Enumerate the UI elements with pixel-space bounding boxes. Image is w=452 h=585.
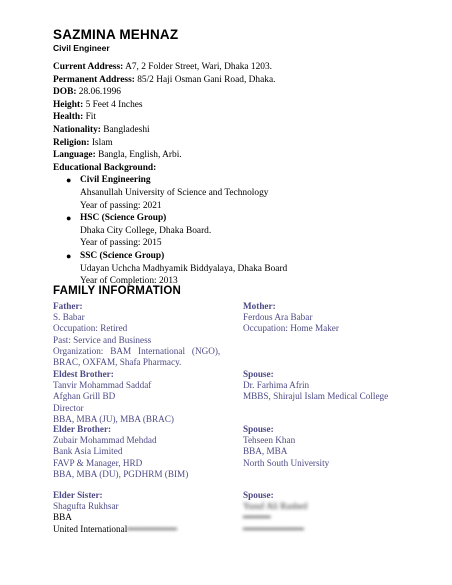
elder-sister-name: Shagufta Rukhsar [53,501,119,512]
religion-row [53,137,433,150]
father-label: Father: [53,301,83,311]
elder-brother-education: BBA, MBA (DU), PGDHRM (BIM) [53,468,189,479]
candidate-role: Civil Engineer [53,43,110,53]
spouse-block [243,424,443,469]
spouse-name: Tehseen Khan [243,435,296,446]
dob-value: 28.06.1996 [78,87,121,98]
mother-name: Ferdous Ara Babar [243,312,313,323]
redacted-text: ━━━━━━━━━ [127,523,178,534]
elder-brother-company: Bank Asia Limited [53,446,123,457]
education-institution: Dhaka City College, Dhaka Board. [80,225,212,236]
bullet-icon: ● [66,175,72,186]
family-heading: FAMILY INFORMATION [53,285,181,297]
permanent-address-row [53,74,433,87]
language-row [53,149,433,162]
current-address-value: A7, 2 Folder Street, Wari, Dhaka 1203. [125,62,273,72]
mother-occupation: Occupation: Home Maker [243,323,339,334]
education-year: Year of passing: 2015 [80,238,162,249]
spouse-block [243,369,443,403]
spouse-block [243,490,443,535]
mother-label: Mother: [243,301,276,311]
current-address-label: Current Address: [53,62,124,72]
eldest-brother-position: Director [53,402,84,413]
education-title: Civil Engineering [80,175,151,186]
education-item [53,250,433,288]
elder-sister-university-row [53,524,231,535]
spouse-name: Dr. Farhima Afrin [243,380,310,391]
elder-brother-position: FAVP & Manager, HRD [53,457,143,468]
father-block [53,301,231,368]
permanent-address-label: Permanent Address: [53,74,135,85]
eldest-brother-name: Tanvir Mohammad Saddaf [53,380,152,391]
nationality-label: Nationality: [53,124,101,135]
education-institution: Ahsanullah University of Science and Technology [80,187,269,198]
eldest-brother-label: Eldest Brother: [53,369,114,379]
education-year: Year of Completion: 2013 [80,276,178,287]
language-value: Bangla, English, Arbi. [98,150,182,161]
spouse-label: Spouse: [243,490,274,500]
eldest-brother-education: BBA, MBA (JU), MBA (BRAC) [53,413,174,424]
education-item [53,174,433,212]
redacted-text: ━━━━━ [243,512,271,523]
permanent-address-value: 85/2 Haji Osman Gani Road, Dhaka. [137,74,276,85]
redacted-text: ━━━━━━━━━━━ [243,523,304,534]
elder-sister-education: BBA [53,512,72,523]
height-row [53,99,433,112]
mother-block [243,301,443,335]
elder-brother-name: Zubair Mohammad Mehdad [53,435,157,446]
education-institution: Udayan Uchcha Madhyamik Biddyalaya, Dhaka Board [80,263,288,274]
candidate-name: SAZMINA MEHNAZ [53,27,179,42]
education-heading-label: Educational Background: [53,162,157,173]
height-value: 5 Feet 4 Inches [85,99,143,110]
eldest-brother-block [53,369,231,425]
elder-brother-label: Elder Brother: [53,424,112,434]
education-year: Year of passing: 2021 [80,200,162,211]
dob-row [53,86,433,99]
elder-sister-label: Elder Sister: [53,490,103,500]
current-address-row [53,61,433,74]
father-past: Past: Service and Business [53,334,152,345]
bullet-icon: ● [66,213,72,224]
religion-value: Islam [91,137,113,148]
spouse-education: MBBS, Shirajul Islam Medical College [243,391,389,402]
elder-sister-block [53,490,231,535]
language-label: Language: [53,150,96,161]
education-title: SSC (Science Group) [80,250,165,261]
spouse-label: Spouse: [243,424,274,434]
father-organization-cont: BRAC, OXFAM, Shafa Pharmacy. [53,357,182,368]
education-title: HSC (Science Group) [80,213,167,224]
personal-info [53,61,433,288]
education-heading [53,162,433,175]
nationality-row [53,124,433,137]
spouse-label: Spouse: [243,369,274,379]
elder-sister-university: United International [53,523,128,534]
father-name: S. Babar [53,312,85,323]
education-list [53,174,433,287]
religion-label: Religion: [53,137,90,148]
father-organization: Organization: BAM International (NGO), [53,345,221,356]
nationality-value: Bangladeshi [103,124,150,135]
education-item [53,212,433,250]
spouse-name: Yusuf Ali Rashed [243,501,308,512]
father-occupation: Occupation: Retired [53,323,128,334]
spouse-education: BBA, MBA [243,446,288,457]
eldest-brother-company: Afghan Grill BD [53,391,116,402]
health-label: Health: [53,112,84,123]
spouse-university: North South University [243,457,330,468]
dob-label: DOB: [53,87,77,98]
height-label: Height: [53,99,84,110]
bullet-icon: ● [66,250,72,261]
health-row [53,111,433,124]
elder-brother-block [53,424,231,480]
health-value: Fit [85,112,96,123]
